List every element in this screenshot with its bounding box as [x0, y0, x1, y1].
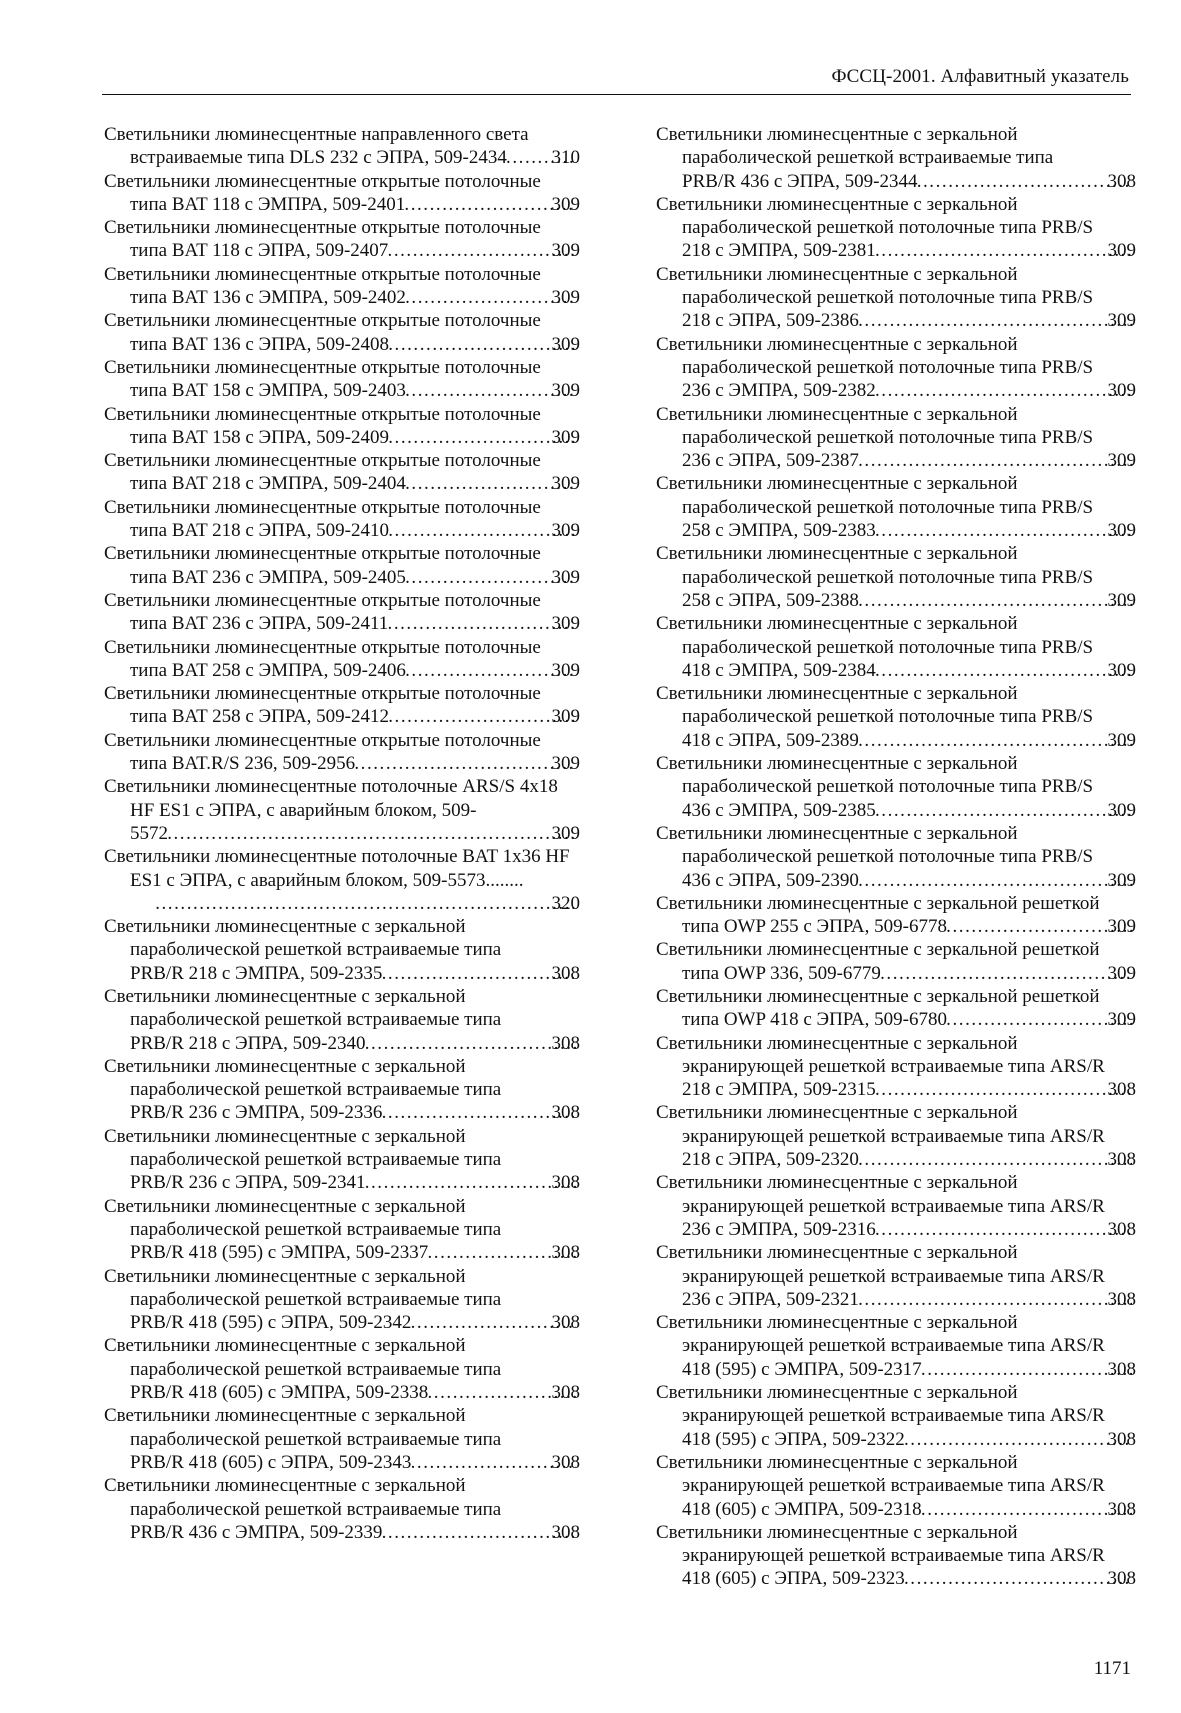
index-entry-tail: типа BAT 118 с ЭМПРА, 509-2401 [130, 193, 406, 215]
index-entry-last-line [682, 962, 1136, 985]
dot-leader [905, 1428, 1132, 1451]
index-entry [656, 403, 1136, 473]
dot-leader [389, 426, 575, 449]
index-entry-page: 308 [1107, 1568, 1136, 1590]
dot-leader [366, 1032, 576, 1055]
right-column [656, 123, 1136, 1591]
dot-leader [859, 309, 1132, 332]
index-entry-tail: PRB/R 418 (595) с ЭПРА, 509-2342 [130, 1312, 412, 1334]
index-entry-tail: PRB/R 436 с ЭПРА, 509-2344 [682, 170, 918, 192]
dot-leader [382, 1521, 575, 1544]
dot-leader [859, 589, 1132, 612]
index-entry [104, 1055, 580, 1125]
dot-leader [389, 705, 575, 728]
index-entry-last-line [682, 729, 1136, 752]
index-entry-tail: 236 с ЭПРА, 509-2321 [682, 1288, 859, 1310]
index-entry-last-line [682, 379, 1136, 402]
index-entry-page: 309 [1107, 310, 1136, 332]
left-column [104, 123, 580, 1544]
index-entry-tail: 218 с ЭМПРА, 509-2381 [682, 240, 876, 262]
index-entry-page: 308 [551, 1451, 580, 1473]
index-entry-last-line [682, 1288, 1136, 1311]
index-entry-page: 309 [551, 822, 580, 844]
index-entry-tail: 436 с ЭПРА, 509-2390 [682, 869, 859, 891]
index-entry-last-line [682, 1358, 1136, 1381]
index-entry-text: Светильники люминесцентные с зеркальной решеткой [656, 892, 1100, 914]
index-entry-page: 308 [551, 1382, 580, 1404]
index-entry-page: 308 [1107, 1358, 1136, 1380]
index-entry-text: Светильники люминесцентные с зеркальной параболической решеткой встраиваемые типа [104, 1055, 502, 1101]
index-entry-page: 309 [551, 193, 580, 215]
index-entry-last-line [130, 1032, 580, 1055]
index-entry-text: Светильники люминесцентные с зеркальной экранирующей решеткой встраиваемые типа ARS/R [656, 1451, 1105, 1497]
index-entry-text: Светильники люминесцентные с зеркальной параболической решеткой встраиваемые типа [104, 1265, 502, 1310]
dot-leader [922, 1358, 1132, 1381]
index-entry [104, 542, 580, 589]
index-entry-text: Светильники люминесцентные потолочные ARS/S 4x18 HF ES1 с ЭПРА, с аварийным блоком, 509- [104, 776, 558, 821]
dot-leader [355, 752, 575, 775]
dot-leader [406, 472, 576, 495]
index-entry-text: Светильники люминесцентные с зеркальной экранирующей решеткой встраиваемые типа ARS/R [656, 1032, 1105, 1077]
index-entry-page: 309 [1107, 450, 1136, 472]
index-entry-last-line [130, 705, 580, 728]
index-entry-page: 308 [551, 1521, 580, 1543]
dot-leader [876, 519, 1132, 542]
dot-leader [859, 869, 1132, 892]
index-entry-last-line [130, 519, 580, 542]
dot-leader [876, 659, 1132, 682]
index-entry-text: Светильники люминесцентные с зеркальной параболической решеткой встраиваемые типа [104, 1125, 502, 1171]
index-entry-tail: PRB/R 218 с ЭМПРА, 509-2335 [130, 962, 383, 984]
index-entry-tail: типа BAT.R/S 236, 509-2956 [130, 753, 356, 775]
index-entry [656, 985, 1136, 1032]
index-entry-text: Светильники люминесцентные с зеркальной решеткой [656, 939, 1100, 961]
index-entry-text: Светильники люминесцентные с зеркальной параболической решеткой встраиваемые типа [104, 916, 502, 961]
index-entry-text: Светильники люминесцентные с зеркальной параболической решеткой потолочные типа PRB/S [656, 403, 1094, 448]
index-entry [104, 449, 580, 496]
index-entry-tail: 418 (605) с ЭПРА, 509-2323 [682, 1568, 905, 1590]
index-entry-tail: типа BAT 136 с ЭМПРА, 509-2402 [130, 287, 406, 309]
index-entry-page: 308 [1107, 1149, 1136, 1171]
index-entry-tail: PRB/R 218 с ЭПРА, 509-2340 [130, 1032, 366, 1054]
index-entry-page: 309 [1107, 659, 1136, 681]
index-entry-page: 308 [1107, 1218, 1136, 1240]
index-entry-last-line [682, 1428, 1136, 1451]
dot-leader [406, 659, 576, 682]
index-entry-text: Светильники люминесцентные открытые потолочные [104, 496, 541, 518]
dot-leader [876, 239, 1132, 262]
index-entry-text: Светильники люминесцентные с зеркальной экранирующей решеткой встраиваемые типа ARS/R [656, 1521, 1105, 1567]
index-entry [656, 752, 1136, 822]
dot-leader [411, 1451, 575, 1474]
index-entry-tail: PRB/R 236 с ЭПРА, 509-2341 [130, 1172, 366, 1194]
index-entry-tail: 236 с ЭПРА, 509-2387 [682, 450, 859, 472]
dot-leader [859, 449, 1132, 472]
index-entry-last-line [130, 379, 580, 402]
index-entry-page: 309 [1107, 729, 1136, 751]
index-entry-tail: PRB/R 418 (605) с ЭПРА, 509-2343 [130, 1451, 412, 1473]
index-entry-last-line [682, 449, 1136, 472]
index-entry-text: Светильники люминесцентные открытые потолочные [104, 589, 541, 611]
index-entry-text: Светильники люминесцентные открытые потолочные [104, 356, 541, 378]
index-entry-last-line [130, 472, 580, 495]
index-entry [656, 1171, 1136, 1241]
index-entry-text: Светильники люминесцентные с зеркальной экранирующей решеткой встраиваемые типа ARS/R [656, 1172, 1105, 1217]
dot-leader [406, 566, 576, 589]
index-entry-tail: 218 с ЭПРА, 509-2320 [682, 1149, 859, 1171]
index-entry-page: 309 [551, 473, 580, 495]
index-entry-tail: 5572 [130, 822, 168, 844]
index-entry-last-line [682, 799, 1136, 822]
index-entry-page: 310 [551, 147, 580, 169]
index-entry-last-line [682, 1008, 1136, 1031]
index-entry-page: 309 [1107, 916, 1136, 938]
index-entry-tail: 418 (595) с ЭМПРА, 509-2317 [682, 1358, 922, 1380]
dot-leader [156, 892, 576, 915]
index-entry [656, 1311, 1136, 1381]
dot-leader [405, 193, 575, 216]
index-entry-last-line [682, 1567, 1136, 1590]
page-number: 1171 [1093, 1658, 1131, 1679]
index-entry-text: Светильники люминесцентные с зеркальной параболической решеткой потолочные типа PRB/S [656, 822, 1094, 868]
index-entry-page: 309 [1107, 589, 1136, 611]
index-entry-page: 309 [551, 753, 580, 775]
dot-leader [876, 379, 1132, 402]
index-entry-last-line [682, 869, 1136, 892]
index-entry-text: Светильники люминесцентные открытые потолочные [104, 310, 541, 332]
index-entry-tail: 218 с ЭМПРА, 509-2315 [682, 1079, 876, 1101]
index-entry-page: 309 [1107, 869, 1136, 891]
index-entry-tail: 418 с ЭПРА, 509-2389 [682, 729, 859, 751]
index-entry [104, 216, 580, 263]
index-entry-last-line [130, 286, 580, 309]
index-entry-page: 309 [1107, 962, 1136, 984]
index-entry-text: Светильники люминесцентные потолочные BAT 1x36 HF ES1 с ЭПРА, с аварийным блоком, 509-5573........ [104, 846, 570, 891]
dot-leader [388, 612, 575, 635]
index-entry-last-line [130, 962, 580, 985]
index-entry-tail: типа BAT 258 с ЭМПРА, 509-2406 [130, 659, 406, 681]
index-entry [656, 938, 1136, 985]
index-entry-last-line [130, 333, 580, 356]
index-entry-last-line [130, 1241, 580, 1264]
dot-leader [881, 962, 1132, 985]
index-entry-page: 308 [551, 1242, 580, 1264]
index-entry-tail: типа BAT 136 с ЭПРА, 509-2408 [130, 333, 390, 355]
index-entry [104, 123, 580, 170]
index-entry-text: Светильники люминесцентные с зеркальной экранирующей решеткой встраиваемые типа ARS/R [656, 1312, 1105, 1357]
index-entry [656, 1032, 1136, 1102]
index-entry-last-line [682, 915, 1136, 938]
dot-leader [366, 1171, 576, 1194]
index-entry-text: Светильники люминесцентные с зеркальной экранирующей решеткой встраиваемые типа ARS/R [656, 1102, 1105, 1147]
index-entry-tail: PRB/R 418 (595) с ЭМПРА, 509-2337 [130, 1242, 429, 1264]
index-entry-last-line [130, 1101, 580, 1124]
index-entry-tail: 218 с ЭПРА, 509-2386 [682, 310, 859, 332]
index-entry [656, 542, 1136, 612]
index-entry-last-line [130, 659, 580, 682]
index-entry-text: Светильники люминесцентные открытые потолочные [104, 170, 541, 192]
index-entry-tail: типа OWP 255 с ЭПРА, 509-6778 [682, 916, 947, 938]
index-entry-tail: типа BAT 236 с ЭПРА, 509-2411 [130, 613, 389, 635]
index-entry-text: Светильники люминесцентные открытые потолочные [104, 217, 541, 239]
index-entry-tail: 236 с ЭМПРА, 509-2382 [682, 380, 876, 402]
index-entry-last-line [682, 1078, 1136, 1101]
index-entry [656, 333, 1136, 403]
index-entry-page: 309 [1107, 1009, 1136, 1031]
index-entry-page: 309 [551, 426, 580, 448]
index-entry [656, 1101, 1136, 1171]
index-entry-last-line [130, 566, 580, 589]
header-rule [102, 94, 1131, 95]
index-entry-tail: 436 с ЭМПРА, 509-2385 [682, 799, 876, 821]
index-entry-text: Светильники люминесцентные с зеркальной параболической решеткой потолочные типа PRB/S [656, 683, 1094, 728]
index-entry-text: Светильники люминесцентные с зеркальной параболической решеткой потолочные типа PRB/S [656, 753, 1094, 798]
index-entry-text: Светильники люминесцентные открытые потолочные [104, 683, 541, 705]
index-entry-tail: 258 с ЭПРА, 509-2388 [682, 589, 859, 611]
running-header: ФССЦ-2001. Алфавитный указатель [831, 66, 1129, 87]
index-entry [104, 170, 580, 217]
index-entry-last-line [682, 309, 1136, 332]
index-entry [656, 1241, 1136, 1311]
index-entry-text: Светильники люминесцентные с зеркальной экранирующей решеткой встраиваемые типа ARS/R [656, 1242, 1105, 1287]
index-entry-text: Светильники люминесцентные с зеркальной параболической решеткой встраиваемые типа [104, 985, 502, 1031]
index-entry-page: 309 [551, 287, 580, 309]
dot-leader [947, 915, 1132, 938]
index-entry [656, 612, 1136, 682]
index-entry-page: 309 [551, 240, 580, 262]
index-entry [104, 589, 580, 636]
index-entry-text: Светильники люминесцентные с зеркальной параболической решеткой встраиваемые типа [104, 1195, 502, 1240]
index-entry [104, 1404, 580, 1474]
index-entry-tail: PRB/R 236 с ЭМПРА, 509-2336 [130, 1102, 383, 1124]
index-entry-page: 309 [551, 706, 580, 728]
dot-leader [406, 379, 576, 402]
index-entry-last-line [130, 822, 580, 845]
index-entry [104, 729, 580, 776]
index-entry-text: Светильники люминесцентные с зеркальной параболической решеткой потолочные типа PRB/S [656, 193, 1094, 239]
index-entry [656, 193, 1136, 263]
index-entry-last-line [682, 1498, 1136, 1521]
index-entry-text: Светильники люминесцентные открытые потолочные [104, 450, 541, 472]
index-entry [656, 472, 1136, 542]
index-entry-text: Светильники люминесцентные открытые потолочные [104, 263, 541, 285]
index-entry-text: Светильники люминесцентные с зеркальной параболической решеткой потолочные типа PRB/S [656, 473, 1094, 518]
dot-leader [918, 170, 1132, 193]
index-entry-text: Светильники люминесцентные с зеркальной параболической решеткой потолочные типа PRB/S [656, 263, 1094, 309]
dot-leader [859, 729, 1132, 752]
index-entry [656, 892, 1136, 939]
index-entry-tail: 418 (595) с ЭПРА, 509-2322 [682, 1428, 905, 1450]
index-entry-last-line [682, 589, 1136, 612]
dot-leader [382, 962, 575, 985]
dot-leader [905, 1567, 1132, 1590]
dot-leader [389, 333, 575, 356]
index-entry-text: Светильники люминесцентные открытые потолочные [104, 543, 541, 565]
index-entry [656, 1381, 1136, 1451]
index-entry [104, 682, 580, 729]
index-entry-last-line [682, 519, 1136, 542]
index-entry-text: Светильники люминесцентные открытые потолочные [104, 403, 541, 425]
index-entry-last-line [130, 1381, 580, 1404]
index-entry-last-line [130, 426, 580, 449]
index-entry [104, 775, 580, 845]
index-entry-text: Светильники люминесцентные открытые потолочные [104, 729, 541, 751]
index-entry-last-line [682, 170, 1136, 193]
index-entry-last-line [130, 1311, 580, 1334]
index-entry-page: 309 [1107, 520, 1136, 542]
index-entry-page: 308 [551, 1312, 580, 1334]
index-entry-text: Светильники люминесцентные направленного света [104, 124, 529, 145]
index-entry-text: Светильники люминесцентные с зеркальной параболической решеткой встраиваемые типа [104, 1475, 502, 1520]
index-entry-last-line [130, 612, 580, 635]
index-entry-text: Светильники люминесцентные с зеркальной экранирующей решеткой встраиваемые типа ARS/R [656, 1382, 1105, 1427]
index-entry [656, 1451, 1136, 1521]
index-entry-text: Светильники люминесцентные открытые потолочные [104, 636, 541, 658]
index-entry-last-line [130, 752, 580, 775]
dot-leader [859, 1148, 1132, 1171]
index-entry-page: 308 [1107, 1288, 1136, 1310]
index-entry-tail: 418 с ЭМПРА, 509-2384 [682, 659, 876, 681]
index-entry-page: 309 [551, 380, 580, 402]
index-entry-text: Светильники люминесцентные с зеркальной параболической решеткой потолочные типа PRB/S [656, 543, 1094, 588]
index-entry-tail: 418 (605) с ЭМПРА, 509-2318 [682, 1498, 922, 1520]
index-entry-page: 308 [1107, 170, 1136, 192]
index-entry-page: 309 [1107, 380, 1136, 402]
dot-leader [411, 1311, 575, 1334]
dot-leader [382, 1101, 575, 1124]
index-entry-page: 308 [551, 1032, 580, 1054]
index-entry-text: Светильники люминесцентные с зеркальной параболической решеткой потолочные типа PRB/S [656, 613, 1094, 658]
index-entry-tail: 236 с ЭМПРА, 509-2316 [682, 1218, 876, 1240]
index-entry-last-line [682, 1148, 1136, 1171]
dot-leader [859, 1288, 1132, 1311]
index-entry-last-line [130, 193, 580, 216]
index-entry [104, 1474, 580, 1544]
index-entry-tail: PRB/R 418 (605) с ЭМПРА, 509-2338 [130, 1382, 429, 1404]
dot-leader [876, 1078, 1132, 1101]
index-entry [104, 1334, 580, 1404]
index-entry [104, 403, 580, 450]
index-entry-tail: типа BAT 218 с ЭМПРА, 509-2404 [130, 473, 406, 495]
index-entry-page: 309 [551, 613, 580, 635]
index-entry [104, 309, 580, 356]
index-entry [104, 263, 580, 310]
index-entry [104, 496, 580, 543]
index-entry [656, 123, 1136, 193]
index-entry-text: Светильники люминесцентные с зеркальной параболической решеткой встраиваемые типа [656, 124, 1054, 169]
dot-leader [876, 799, 1132, 822]
dot-leader [947, 1008, 1132, 1031]
index-entry [656, 682, 1136, 752]
index-entry-last-line [130, 146, 580, 169]
index-entry [104, 636, 580, 683]
index-entry-page: 309 [1107, 240, 1136, 262]
index-entry-text: Светильники люминесцентные с зеркальной параболической решеткой потолочные типа PRB/S [656, 333, 1094, 378]
index-entry-last-line [682, 1218, 1136, 1241]
index-entry-page: 308 [1107, 1428, 1136, 1450]
index-entry-page: 308 [1107, 1498, 1136, 1520]
index-entry-page: 309 [551, 659, 580, 681]
index-entry-page: 308 [1107, 1079, 1136, 1101]
index-entry-tail: типа BAT 118 с ЭПРА, 509-2407 [130, 240, 389, 262]
index-entry-last-line [130, 1521, 580, 1544]
index-entry-page: 320 [551, 892, 580, 914]
index-entry [656, 263, 1136, 333]
index-entry-last-line [130, 1171, 580, 1194]
index-entry [104, 1265, 580, 1335]
index-entry-text: Светильники люминесцентные с зеркальной решеткой [656, 985, 1100, 1007]
index-entry [104, 845, 580, 915]
index-entry [656, 1521, 1136, 1591]
index-entry [104, 1125, 580, 1195]
index-entry-tail: типа OWP 418 с ЭПРА, 509-6780 [682, 1009, 947, 1031]
index-entry-tail: PRB/R 436 с ЭМПРА, 509-2339 [130, 1521, 383, 1543]
index-entry [656, 822, 1136, 892]
dot-leader [388, 239, 575, 262]
index-entry-tail: типа BAT 158 с ЭМПРА, 509-2403 [130, 380, 406, 402]
dot-leader [168, 822, 576, 845]
index-entry-tail: типа BAT 218 с ЭПРА, 509-2410 [130, 520, 390, 542]
index-entry-page: 309 [551, 566, 580, 588]
dot-leader [389, 519, 575, 542]
index-entry-last-line [130, 239, 580, 262]
index-entry-page: 308 [551, 962, 580, 984]
index-entry-tail: типа OWP 336, 509-6779 [682, 962, 881, 984]
index-entry-page: 309 [551, 333, 580, 355]
index-entry [104, 356, 580, 403]
index-entry-text: Светильники люминесцентные с зеркальной параболической решеткой встраиваемые типа [104, 1405, 502, 1450]
index-entry [104, 915, 580, 985]
index-entry-page: 309 [551, 520, 580, 542]
index-entry [104, 1195, 580, 1265]
index-entry [104, 985, 580, 1055]
index-entry-last-line [682, 239, 1136, 262]
dot-leader [922, 1498, 1132, 1521]
index-entry-tail: типа BAT 158 с ЭПРА, 509-2409 [130, 426, 390, 448]
index-entry-page: 309 [1107, 799, 1136, 821]
dot-leader [876, 1218, 1132, 1241]
index-entry-last-line [130, 1451, 580, 1474]
index-entry-tail: типа BAT 236 с ЭМПРА, 509-2405 [130, 566, 406, 588]
index-entry-page: 308 [551, 1102, 580, 1124]
index-entry-last-line [130, 892, 580, 915]
index-entry-last-line [682, 659, 1136, 682]
index-entry-tail: типа BAT 258 с ЭПРА, 509-2412 [130, 706, 390, 728]
dot-leader [406, 286, 576, 309]
index-entry-tail: встраиваемые типа DLS 232 с ЭПРА, 509-2434 [130, 147, 507, 169]
index-entry-page: 308 [551, 1172, 580, 1194]
index-entry-tail: 258 с ЭМПРА, 509-2383 [682, 520, 876, 542]
index-entry-text: Светильники люминесцентные с зеркальной параболической решеткой встраиваемые типа [104, 1335, 502, 1380]
